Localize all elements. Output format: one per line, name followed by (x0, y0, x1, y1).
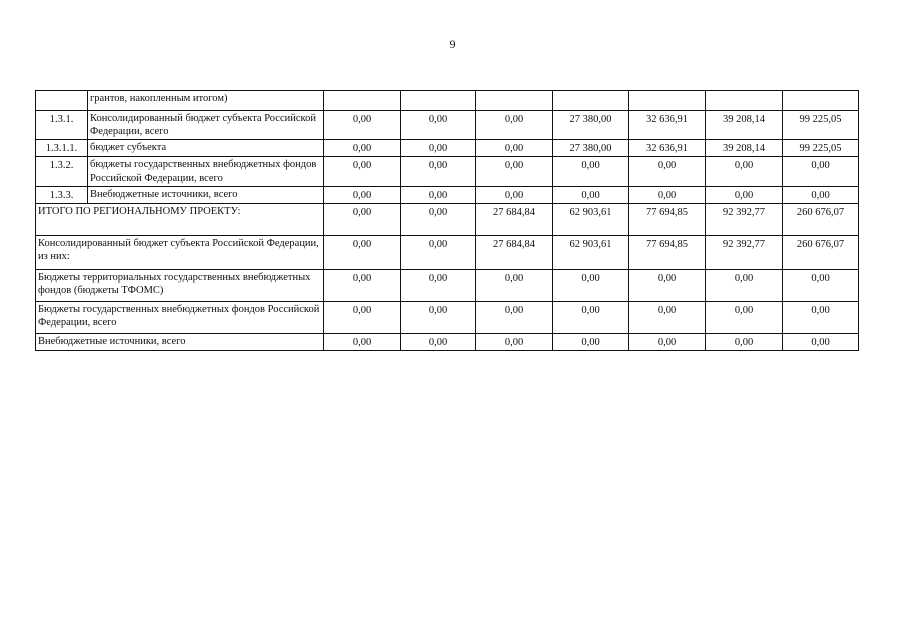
value-cell: 0,00 (324, 269, 401, 301)
row-code: 1.3.1.1. (36, 140, 88, 157)
table-row (36, 186, 859, 203)
page-number: 9 (449, 37, 456, 51)
table-row (36, 157, 859, 186)
value-cell: 62 903,61 (553, 203, 629, 235)
value-cell: 0,00 (629, 269, 706, 301)
value-cell: 0,00 (553, 301, 629, 333)
value-cell: 32 636,91 (629, 111, 706, 140)
value-cell: 0,00 (706, 269, 783, 301)
value-cell: 77 694,85 (629, 203, 706, 235)
value-cell: 92 392,77 (706, 203, 783, 235)
value-cell: 0,00 (629, 157, 706, 186)
value-cell: 0,00 (783, 186, 859, 203)
value-cell: 0,00 (401, 203, 476, 235)
value-cell: 0,00 (476, 157, 553, 186)
value-cell: 0,00 (553, 269, 629, 301)
value-cell: 0,00 (783, 301, 859, 333)
value-cell: 39 208,14 (706, 140, 783, 157)
value-cell: 0,00 (324, 333, 401, 350)
value-cell: 0,00 (324, 235, 401, 269)
value-cell: 0,00 (553, 157, 629, 186)
value-cell: 0,00 (553, 186, 629, 203)
budget-table (35, 90, 859, 351)
value-cell: 0,00 (401, 111, 476, 140)
value-cell: 0,00 (324, 301, 401, 333)
value-cell: 39 208,14 (706, 111, 783, 140)
value-cell (324, 91, 401, 111)
value-cell: 0,00 (476, 301, 553, 333)
value-cell (553, 91, 629, 111)
value-cell: 0,00 (324, 157, 401, 186)
value-cell: 27 380,00 (553, 111, 629, 140)
value-cell: 99 225,05 (783, 140, 859, 157)
value-cell: 0,00 (476, 269, 553, 301)
value-cell: 0,00 (401, 301, 476, 333)
value-cell (401, 91, 476, 111)
value-cell: 0,00 (401, 157, 476, 186)
summary-row (36, 269, 859, 301)
value-cell: 0,00 (629, 333, 706, 350)
summary-label: ИТОГО ПО РЕГИОНАЛЬНОМУ ПРОЕКТУ: (36, 203, 324, 235)
value-cell: 260 676,07 (783, 235, 859, 269)
row-label: Консолидированный бюджет субъекта Российской Федерации, всего (88, 111, 324, 140)
value-cell: 0,00 (476, 140, 553, 157)
summary-label: Внебюджетные источники, всего (36, 333, 324, 350)
row-code: 1.3.3. (36, 186, 88, 203)
value-cell (476, 91, 553, 111)
row-label: бюджет субъекта (88, 140, 324, 157)
value-cell: 32 636,91 (629, 140, 706, 157)
value-cell: 0,00 (706, 333, 783, 350)
summary-row (36, 333, 859, 350)
value-cell: 0,00 (476, 186, 553, 203)
value-cell (706, 91, 783, 111)
row-label: грантов, накопленным итогом) (88, 91, 324, 111)
value-cell: 27 684,84 (476, 235, 553, 269)
value-cell: 0,00 (706, 157, 783, 186)
value-cell: 0,00 (476, 333, 553, 350)
value-cell: 0,00 (629, 301, 706, 333)
value-cell: 0,00 (324, 203, 401, 235)
summary-row (36, 301, 859, 333)
row-code (36, 91, 88, 111)
table-row (36, 91, 859, 111)
summary-label: Бюджеты государственных внебюджетных фондов Российской Федерации, всего (36, 301, 324, 333)
value-cell: 0,00 (629, 186, 706, 203)
value-cell: 62 903,61 (553, 235, 629, 269)
value-cell: 92 392,77 (706, 235, 783, 269)
value-cell: 77 694,85 (629, 235, 706, 269)
row-label: бюджеты государственных внебюджетных фондов Российской Федерации, всего (88, 157, 324, 186)
row-code: 1.3.1. (36, 111, 88, 140)
value-cell: 0,00 (783, 157, 859, 186)
value-cell: 260 676,07 (783, 203, 859, 235)
value-cell: 0,00 (324, 140, 401, 157)
value-cell: 0,00 (706, 186, 783, 203)
table-row (36, 111, 859, 140)
value-cell: 0,00 (401, 186, 476, 203)
value-cell (783, 91, 859, 111)
summary-row (36, 235, 859, 269)
value-cell: 0,00 (783, 333, 859, 350)
value-cell: 0,00 (401, 140, 476, 157)
summary-row (36, 203, 859, 235)
table-row (36, 140, 859, 157)
value-cell: 27 684,84 (476, 203, 553, 235)
value-cell: 0,00 (401, 333, 476, 350)
value-cell: 0,00 (783, 269, 859, 301)
value-cell: 0,00 (324, 186, 401, 203)
value-cell: 0,00 (401, 269, 476, 301)
value-cell: 27 380,00 (553, 140, 629, 157)
value-cell: 0,00 (476, 111, 553, 140)
row-label: Внебюджетные источники, всего (88, 186, 324, 203)
value-cell: 0,00 (706, 301, 783, 333)
summary-label: Бюджеты территориальных государственных внебюджетных фондов (бюджеты ТФОМС) (36, 269, 324, 301)
value-cell: 0,00 (553, 333, 629, 350)
value-cell: 0,00 (324, 111, 401, 140)
row-code: 1.3.2. (36, 157, 88, 186)
value-cell: 99 225,05 (783, 111, 859, 140)
summary-label: Консолидированный бюджет субъекта Российской Федерации, из них: (36, 235, 324, 269)
value-cell (629, 91, 706, 111)
value-cell: 0,00 (401, 235, 476, 269)
